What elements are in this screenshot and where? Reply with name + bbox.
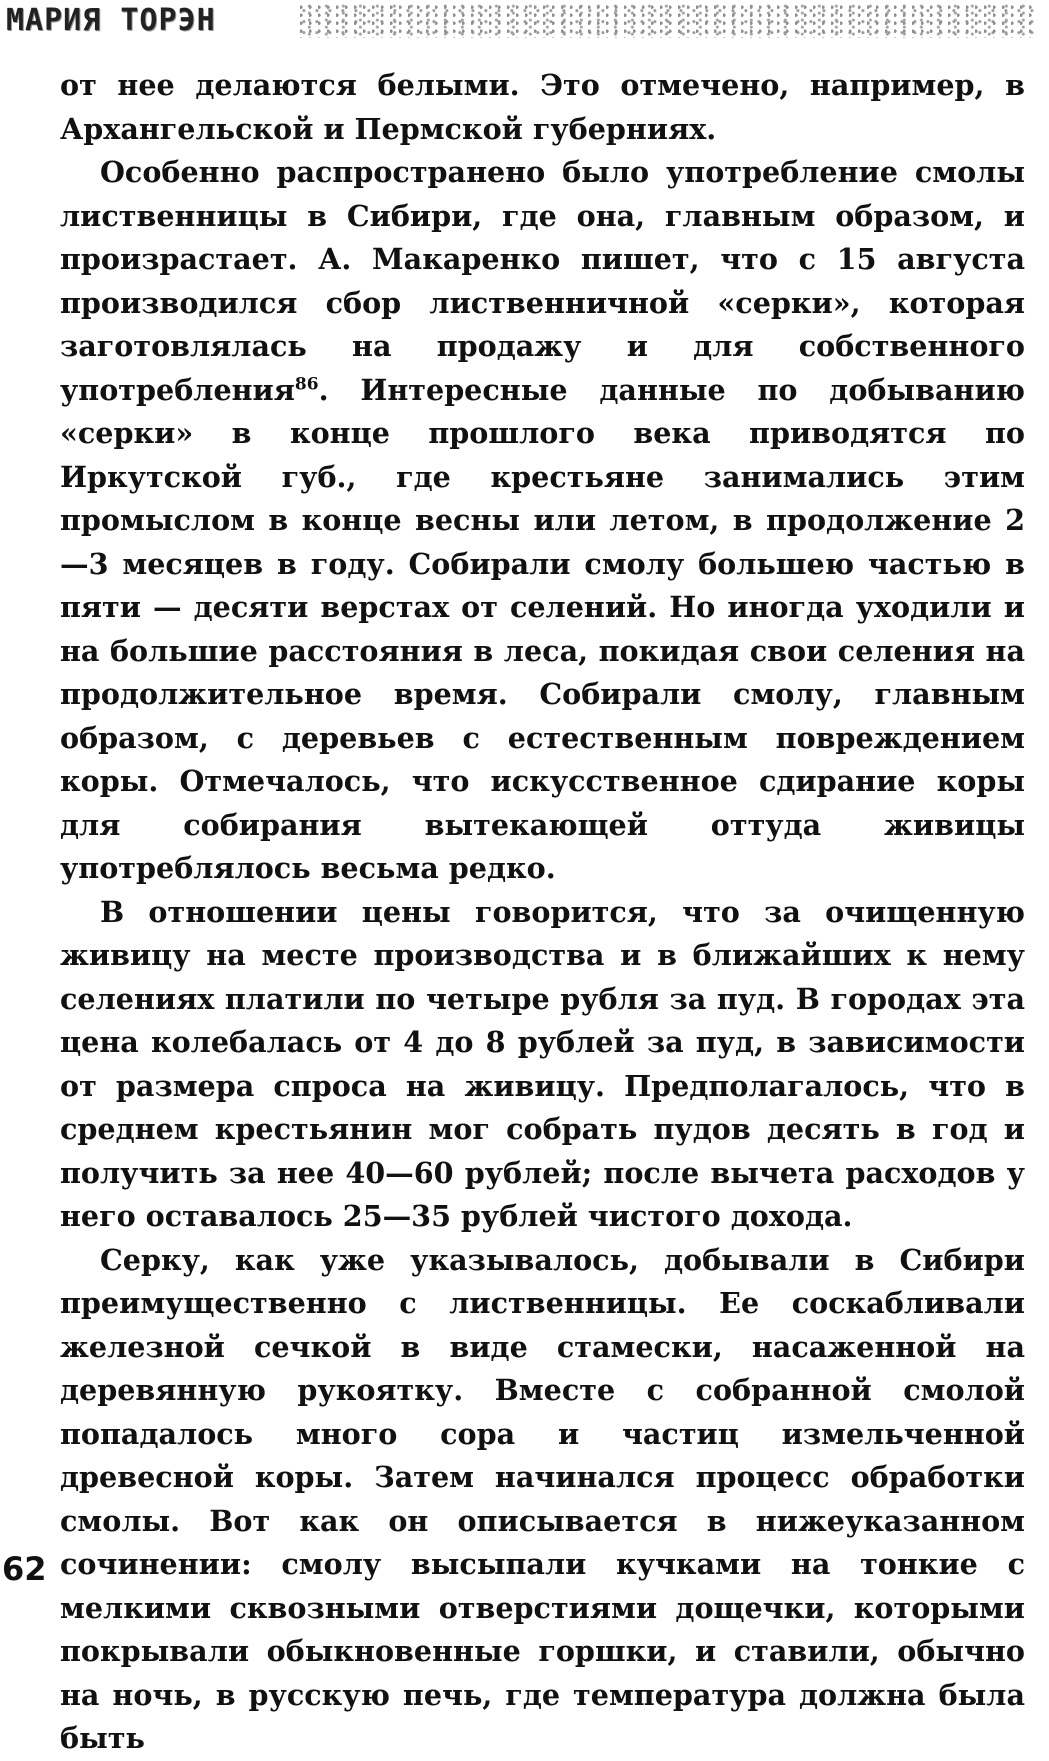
- paragraph-text: Особенно распространено было употребление смолы лиственницы в Сибири, где она, главным образом, и произрастает. А. Макаренко пишет, что с 15 августа производился сбор лиственничной «серки», которая заготовлялась на продажу и для собственного употребления: [60, 155, 1025, 407]
- paragraph: Серку, как уже указывалось, добывали в Сибири преимущественно с лиственницы. Ее соскабливали железной сечкой в виде стамески, насаженной на деревянную рукоятку. Вместе с собранной смолой попадалось много сора и частиц измельченной древесной коры. Затем начинался процесс обработки смолы. Вот как он описывается в нижеуказанном сочинении: смолу высыпали кучками на тонкие с мелкими сквозными отверстиями дощечки, которыми покрывали обыкновенные горшки, и ставили, обычно на ночь, в русскую печь, где температура должна была быть: [60, 1242, 1025, 1755]
- page-number: 62: [2, 1550, 47, 1588]
- running-title: МАРИЯ ТОРЭН: [2, 3, 222, 38]
- paragraph: [60, 151, 1025, 891]
- scan-noise: [300, 4, 1035, 38]
- footnote-reference: 86: [294, 373, 319, 394]
- paragraph: от нее делаются белыми. Это отмечено, например, в Архангельской и Пермской губерниях.: [60, 68, 1025, 146]
- running-header: [0, 0, 1049, 40]
- paragraph: В отношении цены говорится, что за очищенную живицу на месте производства и в ближайших к нему селениях платили по четыре рубля за пуд. В городах эта цена колебалась от 4 до 8 рублей за пуд, в зависимости от размера спроса на живицу. Предполагалось, что в среднем крестьянин мог собрать пудов десять в год и получить за нее 40—60 рублей; после вычета расходов у него оставалось 25—35 рублей чистого дохода.: [60, 894, 1025, 1233]
- paragraph-text: . Интересные данные по добыванию «серки» в конце прошлого века приводятся по Иркутской губ., где крестьяне занимались этим промыслом в конце весны или летом, в продолжение 2—3 месяцев в году. Собирали смолу большею частью в пяти — десяти верстах от селений. Но иногда уходили и на большие расстояния в леса, покидая свои селения на продолжительное время. Собирали смолу, главным образом, с деревьев с естественным повреждением коры. Отмечалось, что искусственное сдирание коры для собирания вытекающей оттуда живицы употреблялось весьма редко.: [60, 372, 1025, 885]
- body-text: [60, 64, 1025, 1761]
